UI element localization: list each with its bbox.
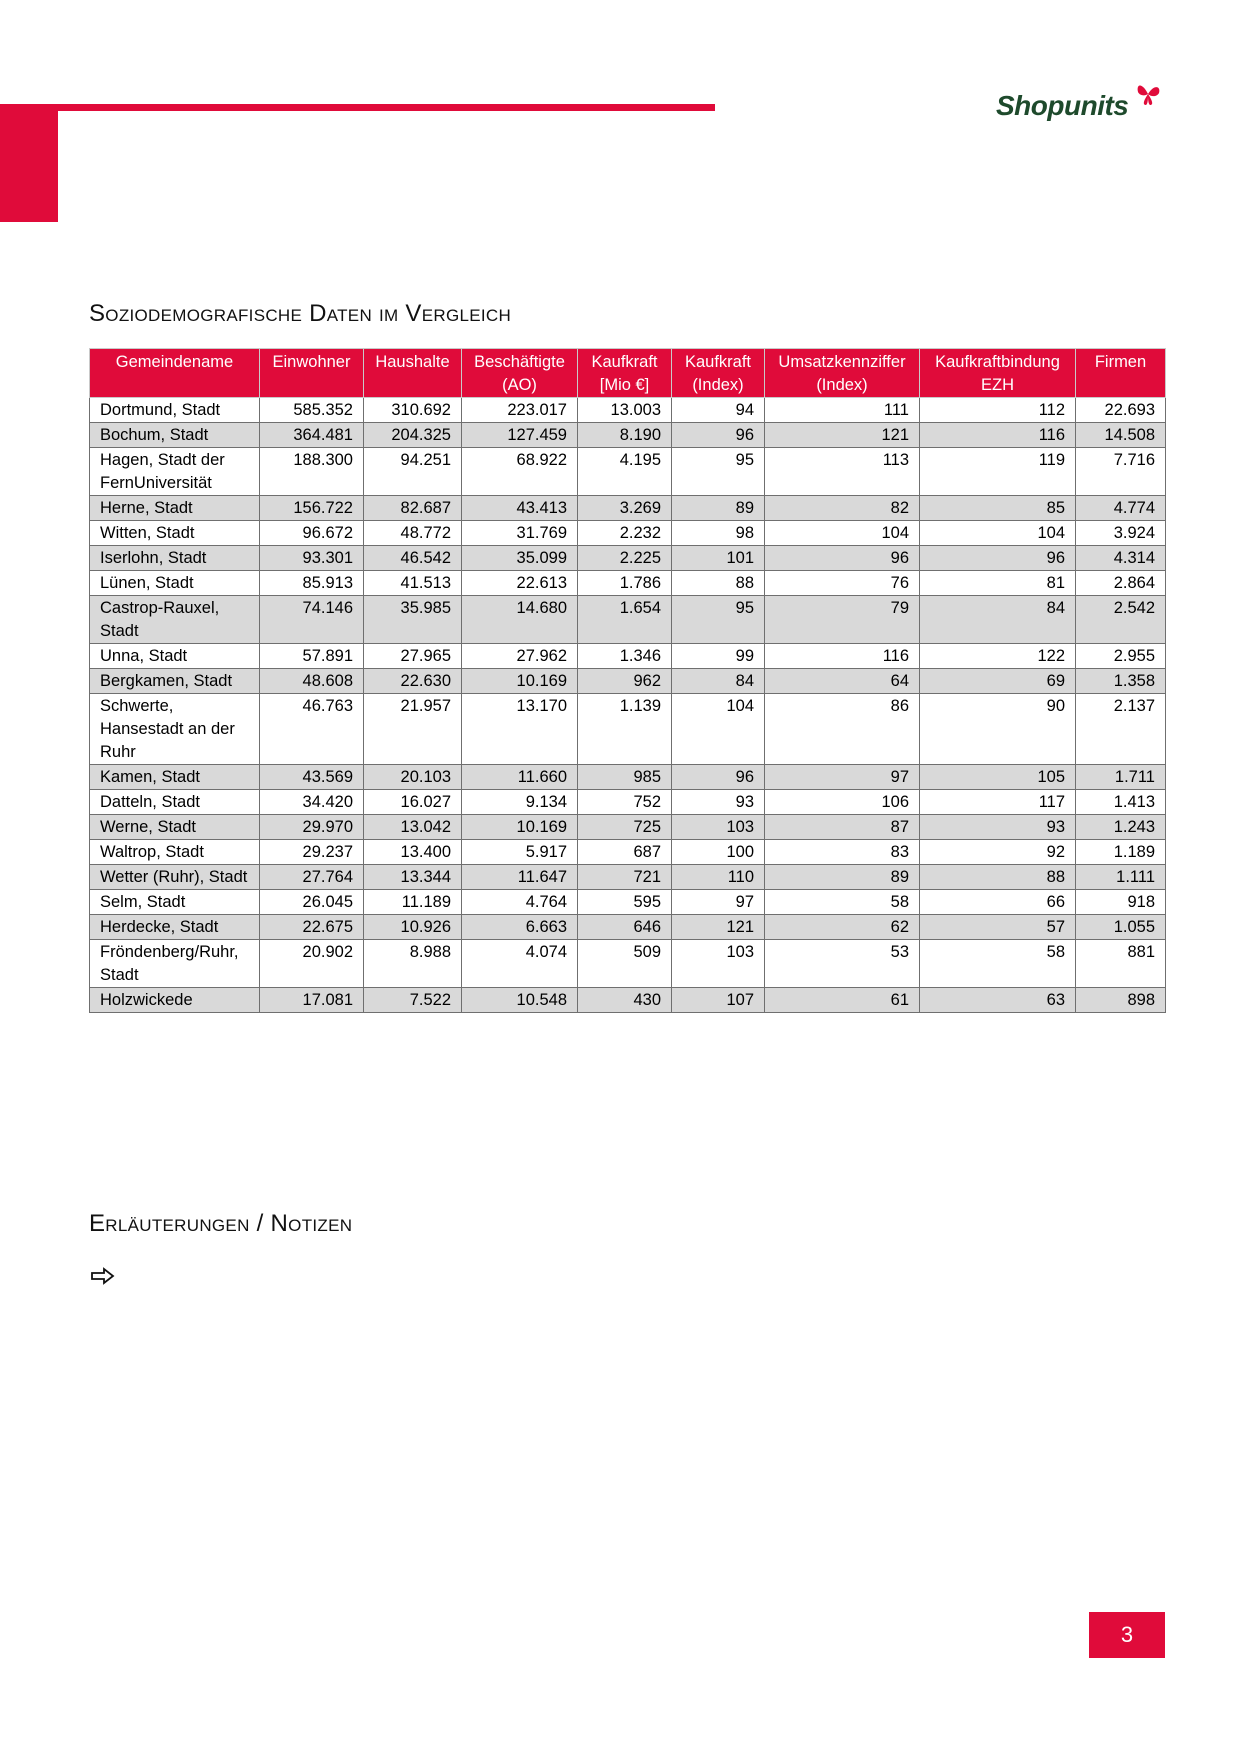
cell-value: 13.170 xyxy=(462,694,578,765)
cell-value: 8.190 xyxy=(578,423,672,448)
cell-value: 10.169 xyxy=(462,669,578,694)
cell-municipality: Datteln, Stadt xyxy=(90,790,260,815)
cell-value: 93 xyxy=(672,790,765,815)
cell-value: 79 xyxy=(765,596,920,644)
cell-value: 2.137 xyxy=(1076,694,1166,765)
cell-value: 101 xyxy=(672,546,765,571)
cell-value: 4.074 xyxy=(462,940,578,988)
cell-value: 85.913 xyxy=(260,571,364,596)
cell-value: 10.548 xyxy=(462,988,578,1013)
cell-value: 57.891 xyxy=(260,644,364,669)
cell-value: 11.647 xyxy=(462,865,578,890)
table-row xyxy=(90,815,1166,840)
cell-value: 127.459 xyxy=(462,423,578,448)
cell-value: 985 xyxy=(578,765,672,790)
cell-value: 962 xyxy=(578,669,672,694)
cell-value: 14.508 xyxy=(1076,423,1166,448)
section-title-sociodemographic: Soziodemografische Daten im Vergleich xyxy=(89,300,512,327)
cell-value: 14.680 xyxy=(462,596,578,644)
cell-value: 58 xyxy=(765,890,920,915)
cell-municipality: Herdecke, Stadt xyxy=(90,915,260,940)
cell-value: 1.243 xyxy=(1076,815,1166,840)
cell-value: 103 xyxy=(672,940,765,988)
cell-value: 1.654 xyxy=(578,596,672,644)
cell-value: 1.786 xyxy=(578,571,672,596)
cell-value: 8.988 xyxy=(364,940,462,988)
cell-municipality: Herne, Stadt xyxy=(90,496,260,521)
cell-value: 106 xyxy=(765,790,920,815)
cell-value: 64 xyxy=(765,669,920,694)
cell-value: 2.955 xyxy=(1076,644,1166,669)
cell-value: 99 xyxy=(672,644,765,669)
cell-value: 1.346 xyxy=(578,644,672,669)
cell-value: 7.716 xyxy=(1076,448,1166,496)
cell-value: 11.189 xyxy=(364,890,462,915)
cell-value: 2.542 xyxy=(1076,596,1166,644)
cell-value: 9.134 xyxy=(462,790,578,815)
cell-value: 721 xyxy=(578,865,672,890)
cell-municipality: Iserlohn, Stadt xyxy=(90,546,260,571)
cell-value: 725 xyxy=(578,815,672,840)
cell-municipality: Kamen, Stadt xyxy=(90,765,260,790)
cell-municipality: Dortmund, Stadt xyxy=(90,398,260,423)
cell-value: 107 xyxy=(672,988,765,1013)
arrow-right-outline-icon xyxy=(90,1267,116,1285)
cell-value: 105 xyxy=(920,765,1076,790)
table-row xyxy=(90,988,1166,1013)
cell-value: 82.687 xyxy=(364,496,462,521)
column-header: Einwohner xyxy=(260,349,364,398)
cell-value: 7.522 xyxy=(364,988,462,1013)
column-header: Gemeindename xyxy=(90,349,260,398)
cell-municipality: Unna, Stadt xyxy=(90,644,260,669)
cell-value: 1.111 xyxy=(1076,865,1166,890)
cell-value: 898 xyxy=(1076,988,1166,1013)
table-row xyxy=(90,915,1166,940)
cell-value: 1.413 xyxy=(1076,790,1166,815)
cell-value: 22.630 xyxy=(364,669,462,694)
table-row xyxy=(90,571,1166,596)
cell-value: 46.542 xyxy=(364,546,462,571)
cell-value: 46.763 xyxy=(260,694,364,765)
cell-value: 918 xyxy=(1076,890,1166,915)
cell-value: 89 xyxy=(765,865,920,890)
section-title-notes: Erläuterungen / Notizen xyxy=(89,1210,353,1237)
cell-value: 53 xyxy=(765,940,920,988)
cell-value: 22.675 xyxy=(260,915,364,940)
cell-value: 92 xyxy=(920,840,1076,865)
cell-value: 35.099 xyxy=(462,546,578,571)
cell-value: 16.027 xyxy=(364,790,462,815)
cell-value: 113 xyxy=(765,448,920,496)
table-row xyxy=(90,596,1166,644)
cell-value: 4.774 xyxy=(1076,496,1166,521)
cell-value: 94 xyxy=(672,398,765,423)
table-row xyxy=(90,790,1166,815)
cell-value: 96 xyxy=(920,546,1076,571)
cell-value: 43.413 xyxy=(462,496,578,521)
table-row xyxy=(90,496,1166,521)
cell-value: 43.569 xyxy=(260,765,364,790)
cell-value: 116 xyxy=(920,423,1076,448)
cell-value: 94.251 xyxy=(364,448,462,496)
cell-value: 76 xyxy=(765,571,920,596)
cell-value: 595 xyxy=(578,890,672,915)
cell-value: 585.352 xyxy=(260,398,364,423)
cell-municipality: Witten, Stadt xyxy=(90,521,260,546)
cell-value: 2.232 xyxy=(578,521,672,546)
cell-value: 3.269 xyxy=(578,496,672,521)
cell-value: 22.613 xyxy=(462,571,578,596)
cell-municipality: Bochum, Stadt xyxy=(90,423,260,448)
cell-value: 121 xyxy=(765,423,920,448)
cell-value: 104 xyxy=(672,694,765,765)
table-row xyxy=(90,398,1166,423)
table-row xyxy=(90,546,1166,571)
cell-value: 110 xyxy=(672,865,765,890)
cell-value: 88 xyxy=(672,571,765,596)
cell-value: 204.325 xyxy=(364,423,462,448)
cell-value: 1.189 xyxy=(1076,840,1166,865)
cell-value: 26.045 xyxy=(260,890,364,915)
cell-value: 90 xyxy=(920,694,1076,765)
cell-value: 93 xyxy=(920,815,1076,840)
cell-value: 41.513 xyxy=(364,571,462,596)
cell-value: 96 xyxy=(765,546,920,571)
table-row xyxy=(90,448,1166,496)
cell-value: 10.169 xyxy=(462,815,578,840)
column-header: Haushalte xyxy=(364,349,462,398)
cell-value: 87 xyxy=(765,815,920,840)
table-row xyxy=(90,521,1166,546)
cell-value: 96 xyxy=(672,423,765,448)
cell-municipality: Lünen, Stadt xyxy=(90,571,260,596)
table-row xyxy=(90,890,1166,915)
cell-value: 68.922 xyxy=(462,448,578,496)
table-row xyxy=(90,840,1166,865)
table-row xyxy=(90,423,1166,448)
cell-value: 63 xyxy=(920,988,1076,1013)
cell-value: 646 xyxy=(578,915,672,940)
cell-municipality: Werne, Stadt xyxy=(90,815,260,840)
cell-value: 1.055 xyxy=(1076,915,1166,940)
cell-value: 58 xyxy=(920,940,1076,988)
cell-value: 364.481 xyxy=(260,423,364,448)
table-row xyxy=(90,765,1166,790)
cell-value: 117 xyxy=(920,790,1076,815)
cell-value: 310.692 xyxy=(364,398,462,423)
cell-value: 17.081 xyxy=(260,988,364,1013)
cell-value: 95 xyxy=(672,596,765,644)
column-header: Beschäftigte (AO) xyxy=(462,349,578,398)
cell-value: 61 xyxy=(765,988,920,1013)
cell-value: 104 xyxy=(765,521,920,546)
cell-value: 81 xyxy=(920,571,1076,596)
cell-municipality: Wetter (Ruhr), Stadt xyxy=(90,865,260,890)
cell-value: 29.970 xyxy=(260,815,364,840)
cell-value: 84 xyxy=(920,596,1076,644)
cell-value: 62 xyxy=(765,915,920,940)
accent-bar-vertical xyxy=(0,104,58,222)
page-number: 3 xyxy=(1089,1612,1165,1658)
cell-value: 1.358 xyxy=(1076,669,1166,694)
cell-value: 121 xyxy=(672,915,765,940)
cell-value: 82 xyxy=(765,496,920,521)
table-row xyxy=(90,694,1166,765)
cell-value: 4.195 xyxy=(578,448,672,496)
cell-value: 5.917 xyxy=(462,840,578,865)
logo-text: Shopunits xyxy=(996,90,1129,121)
cell-municipality: Fröndenberg/Ruhr, Stadt xyxy=(90,940,260,988)
table-body xyxy=(90,398,1166,1013)
cell-value: 20.902 xyxy=(260,940,364,988)
cell-value: 112 xyxy=(920,398,1076,423)
cell-value: 1.711 xyxy=(1076,765,1166,790)
cell-value: 69 xyxy=(920,669,1076,694)
cell-value: 509 xyxy=(578,940,672,988)
cell-value: 84 xyxy=(672,669,765,694)
cell-value: 27.764 xyxy=(260,865,364,890)
accent-bar-horizontal xyxy=(0,104,715,111)
cell-value: 11.660 xyxy=(462,765,578,790)
column-header: Umsatzkennziffer (Index) xyxy=(765,349,920,398)
cell-value: 96.672 xyxy=(260,521,364,546)
cell-value: 6.663 xyxy=(462,915,578,940)
cell-value: 1.139 xyxy=(578,694,672,765)
cell-value: 13.042 xyxy=(364,815,462,840)
cell-value: 98 xyxy=(672,521,765,546)
cell-value: 86 xyxy=(765,694,920,765)
cell-value: 97 xyxy=(672,890,765,915)
cell-value: 21.957 xyxy=(364,694,462,765)
cell-value: 93.301 xyxy=(260,546,364,571)
column-header: Kaufkraft (Index) xyxy=(672,349,765,398)
cell-value: 3.924 xyxy=(1076,521,1166,546)
cell-municipality: Schwerte, Hansestadt an der Ruhr xyxy=(90,694,260,765)
cell-value: 97 xyxy=(765,765,920,790)
cell-value: 119 xyxy=(920,448,1076,496)
cell-value: 103 xyxy=(672,815,765,840)
cell-value: 4.314 xyxy=(1076,546,1166,571)
cell-value: 10.926 xyxy=(364,915,462,940)
cell-value: 156.722 xyxy=(260,496,364,521)
cell-municipality: Waltrop, Stadt xyxy=(90,840,260,865)
cell-value: 66 xyxy=(920,890,1076,915)
cell-value: 13.344 xyxy=(364,865,462,890)
cell-value: 4.764 xyxy=(462,890,578,915)
cell-value: 13.400 xyxy=(364,840,462,865)
cell-value: 74.146 xyxy=(260,596,364,644)
cell-municipality: Hagen, Stadt der FernUniversität xyxy=(90,448,260,496)
cell-value: 29.237 xyxy=(260,840,364,865)
cell-value: 122 xyxy=(920,644,1076,669)
shopunits-logo xyxy=(996,78,1166,128)
cell-municipality: Castrop-Rauxel, Stadt xyxy=(90,596,260,644)
cell-municipality: Bergkamen, Stadt xyxy=(90,669,260,694)
cell-value: 20.103 xyxy=(364,765,462,790)
cell-value: 89 xyxy=(672,496,765,521)
cell-value: 111 xyxy=(765,398,920,423)
cell-value: 48.772 xyxy=(364,521,462,546)
table-row xyxy=(90,940,1166,988)
cell-value: 104 xyxy=(920,521,1076,546)
cell-value: 881 xyxy=(1076,940,1166,988)
table-row xyxy=(90,865,1166,890)
cell-value: 35.985 xyxy=(364,596,462,644)
cell-value: 88 xyxy=(920,865,1076,890)
table-row xyxy=(90,644,1166,669)
cell-value: 34.420 xyxy=(260,790,364,815)
data-table xyxy=(89,348,1166,1013)
cell-value: 13.003 xyxy=(578,398,672,423)
butterfly-icon xyxy=(1134,78,1162,108)
column-header: Kaufkraftbindung EZH xyxy=(920,349,1076,398)
table-header-row xyxy=(90,349,1166,398)
cell-municipality: Holzwickede xyxy=(90,988,260,1013)
cell-value: 83 xyxy=(765,840,920,865)
cell-value: 752 xyxy=(578,790,672,815)
cell-value: 27.965 xyxy=(364,644,462,669)
cell-value: 95 xyxy=(672,448,765,496)
cell-value: 57 xyxy=(920,915,1076,940)
cell-value: 31.769 xyxy=(462,521,578,546)
cell-value: 116 xyxy=(765,644,920,669)
cell-value: 22.693 xyxy=(1076,398,1166,423)
cell-value: 2.225 xyxy=(578,546,672,571)
column-header: Firmen xyxy=(1076,349,1166,398)
cell-value: 223.017 xyxy=(462,398,578,423)
cell-value: 2.864 xyxy=(1076,571,1166,596)
cell-value: 687 xyxy=(578,840,672,865)
table-row xyxy=(90,669,1166,694)
cell-value: 430 xyxy=(578,988,672,1013)
cell-value: 27.962 xyxy=(462,644,578,669)
cell-value: 188.300 xyxy=(260,448,364,496)
cell-value: 48.608 xyxy=(260,669,364,694)
column-header: Kaufkraft [Mio €] xyxy=(578,349,672,398)
cell-value: 85 xyxy=(920,496,1076,521)
cell-value: 96 xyxy=(672,765,765,790)
cell-value: 100 xyxy=(672,840,765,865)
cell-municipality: Selm, Stadt xyxy=(90,890,260,915)
